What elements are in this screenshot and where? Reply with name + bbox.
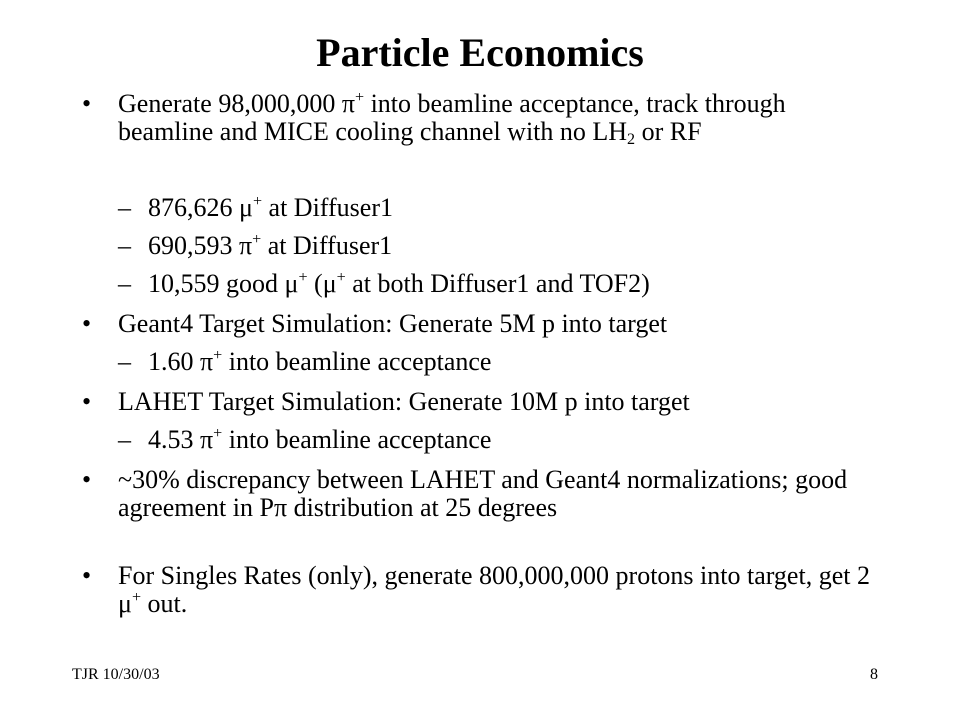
charge-superscript: +	[213, 347, 223, 365]
sub-text: into beamline acceptance	[222, 347, 492, 376]
bullet-mark: •	[82, 309, 92, 338]
dash-mark: –	[118, 269, 131, 298]
bullet-text: ~30% discrepancy between LAHET and Geant4 normalizations; good agreement in Pπ distribution at 25 degrees	[118, 465, 848, 522]
sub-text: at Diffuser1	[261, 231, 393, 260]
sub-item-lahet-result	[118, 425, 888, 454]
bullet-text: LAHET Target Simulation: Generate 10M p into target	[118, 387, 690, 416]
sub-item-mu-diffuser	[118, 193, 888, 222]
charge-superscript: +	[131, 589, 142, 607]
sub-text: 4.53	[148, 425, 200, 454]
dash-mark: –	[118, 347, 131, 376]
footer-author-date: TJR 10/30/03	[72, 666, 160, 683]
dash-mark: –	[118, 193, 131, 222]
mu-symbol: μ	[284, 269, 299, 298]
footer-page-number: 8	[870, 666, 878, 683]
pi-symbol: π	[239, 231, 253, 260]
dash-mark: –	[118, 425, 131, 454]
sub-text: 690,593	[148, 231, 239, 260]
bullet-mark: •	[82, 387, 92, 416]
sub-text: (	[307, 269, 323, 298]
charge-superscript: +	[252, 193, 263, 211]
subscript-2: 2	[627, 131, 636, 149]
charge-superscript: +	[213, 425, 223, 443]
bullet-item-singles-rates	[82, 561, 878, 618]
pi-symbol: π	[200, 347, 214, 376]
charge-superscript: +	[252, 231, 262, 249]
charge-superscript: +	[298, 269, 308, 287]
sub-text: at both Diffuser1 and TOF2)	[345, 269, 650, 298]
charge-superscript: +	[354, 89, 365, 107]
bullet-item-discrepancy	[82, 465, 878, 522]
bullet-item-lahet	[82, 387, 878, 416]
mu-symbol: μ	[322, 269, 337, 298]
bullet-item-geant4	[82, 309, 878, 338]
sub-item-pi-diffuser	[118, 231, 888, 260]
bullet-text: into beamline acceptance, track through beamline and MICE cooling channel with no LH	[118, 89, 786, 146]
dash-mark: –	[118, 231, 131, 260]
sub-item-good-mu	[118, 269, 888, 298]
pi-symbol: π	[200, 425, 214, 454]
bullet-text: Geant4 Target Simulation: Generate 5M p into target	[118, 309, 668, 338]
sub-text: 10,559 good	[148, 269, 285, 298]
sub-text: at Diffuser1	[262, 193, 393, 222]
bullet-text: Generate 98,000,000	[118, 89, 342, 118]
sub-text: into beamline acceptance	[222, 425, 492, 454]
sub-text: 876,626	[148, 193, 239, 222]
bullet-mark: •	[82, 89, 92, 118]
bullet-text: out.	[141, 589, 188, 618]
pi-symbol: π	[341, 89, 355, 118]
sub-item-geant4-result	[118, 347, 888, 376]
mu-symbol: μ	[239, 193, 253, 222]
bullet-mark: •	[82, 561, 92, 590]
bullet-item-generate	[82, 89, 878, 149]
mu-symbol: μ	[118, 589, 132, 618]
charge-superscript: +	[336, 269, 346, 287]
bullet-text: or RF	[635, 117, 702, 146]
bullet-text: For Singles Rates (only), generate 800,000,000 protons into target, get 2	[118, 561, 870, 590]
slide-title: Particle Economics	[316, 30, 644, 75]
bullet-mark: •	[82, 465, 92, 494]
sub-text: 1.60	[148, 347, 200, 376]
